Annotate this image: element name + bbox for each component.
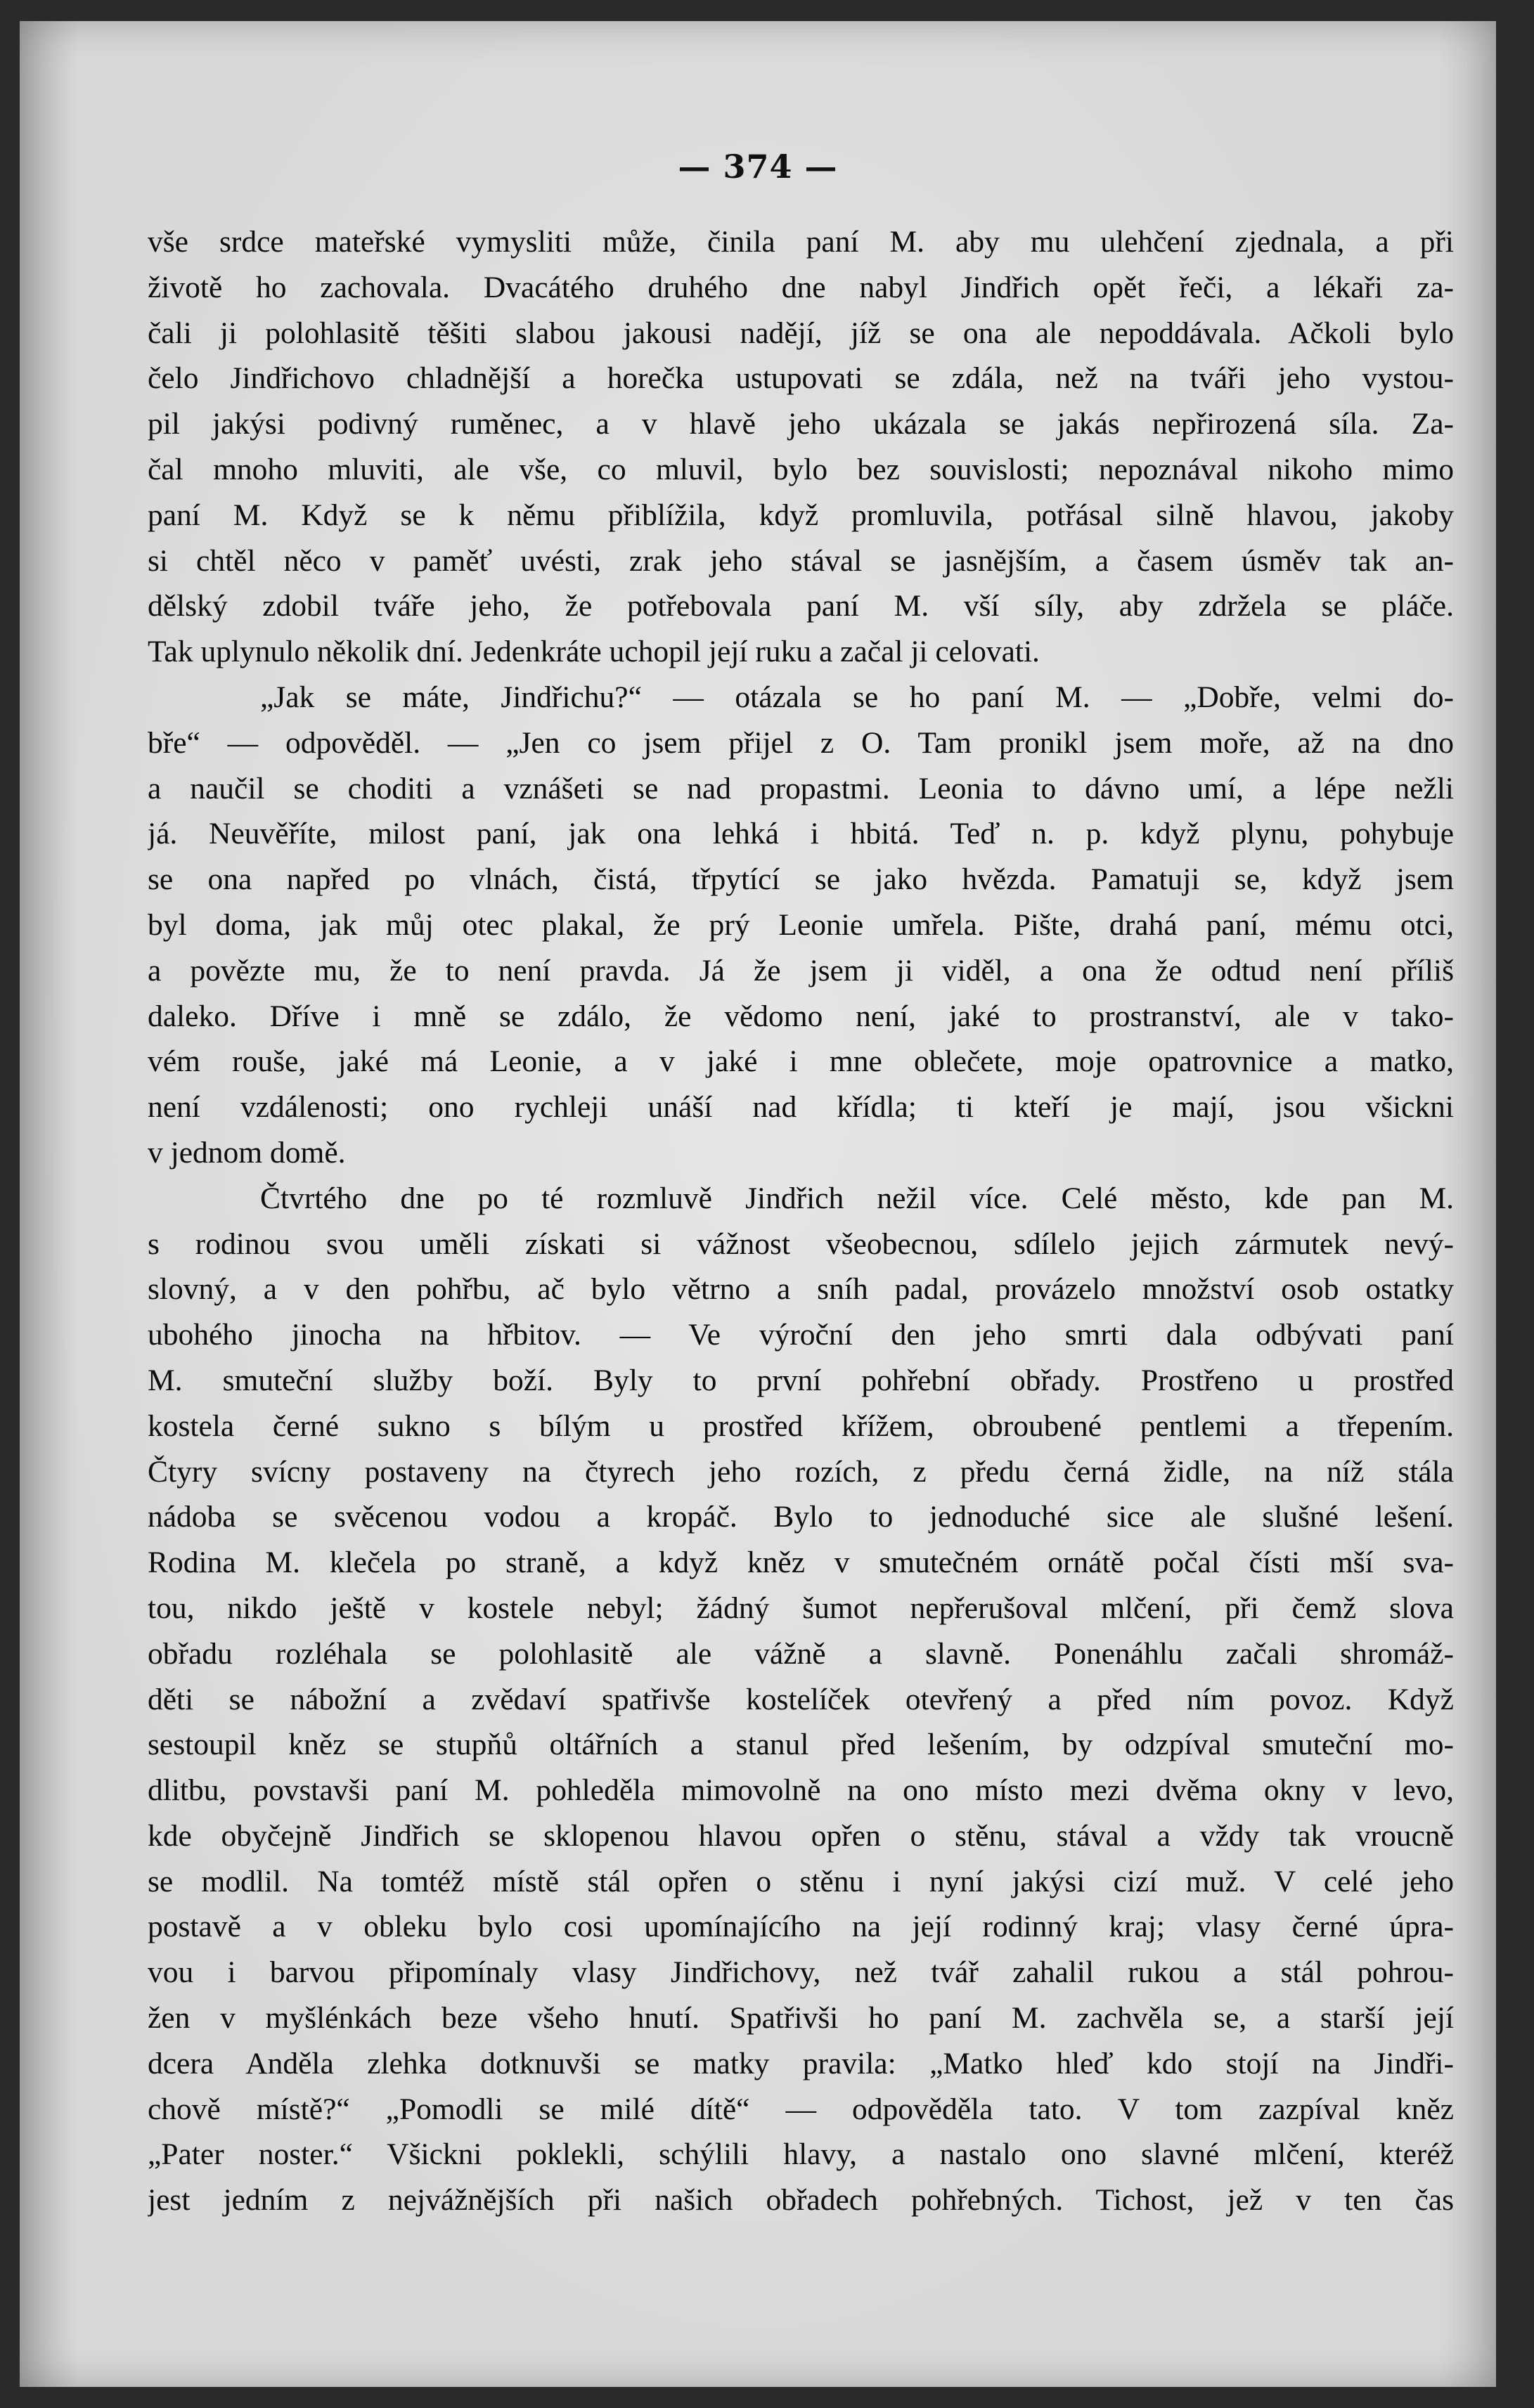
text-line: se ona napřed po vlnách, čistá, třpytící se jako hvězda. Pamatuji se, když jsem (148, 862, 1454, 897)
text-line: žen v myšlénkách beze všeho hnutí. Spatřivši ho paní M. zachvěla se, a starší její (148, 2001, 1454, 2035)
text-line: chově místě?“ „Pomodli se milé dítě“ — odpověděla tato. V tom zazpíval kněz (148, 2092, 1454, 2126)
text-line: s rodinou svou uměli získati si vážnost všeobecnou, sdílelo jejich zármutek nevý- (148, 1226, 1454, 1261)
text-line: já. Neuvěříte, milost paní, jak ona lehká i hbitá. Teď n. p. když plynu, pohybuje (148, 817, 1454, 851)
text-line: dělský zdobil tváře jeho, že potřebovala paní M. vší síly, aby zdržela se pláče. (148, 589, 1454, 623)
page-number: — 374 — (678, 148, 838, 186)
book-page (20, 21, 1496, 2387)
text-line: kde obyčejně Jindřich se sklopenou hlavou opřen o stěnu, stával a vždy tak vroucně (148, 1818, 1454, 1853)
text-line: Čtvrtého dne po té rozmluvě Jindřich nežil více. Celé město, kde pan M. (260, 1181, 1454, 1215)
text-line: čelo Jindřichovo chladnější a horečka ustupovati se zdála, než na tváři jeho vystou- (148, 361, 1454, 396)
text-line: životě ho zachovala. Dvacátého druhého dne nabyl Jindřich opět řeči, a lékaři za- (148, 270, 1454, 304)
text-line: čali ji polohlasitě těšiti slabou jakousi nadějí, jíž se ona ale nepoddávala. Ačkoli bylo (148, 316, 1454, 350)
text-line: bře“ — odpověděl. — „Jen co jsem přijel z O. Tam pronikl jsem moře, až na dno (148, 725, 1454, 760)
text-line: jest jedním z nejvážnějších při našich obřadech pohřebných. Tichost, jež v ten čas (148, 2183, 1454, 2218)
text-line: vše srdce mateřské vymysliti může, činila paní M. aby mu ulehčení zjednala, a při (148, 225, 1454, 259)
text-line: vém rouše, jaké má Leonie, a v jaké i mne oblečete, moje opatrovnice a matko, (148, 1044, 1454, 1079)
text-line: vou i barvou připomínaly vlasy Jindřichovy, než tvář zahalil rukou a stál pohrou- (148, 1955, 1454, 1990)
text-line: dcera Anděla zlehka dotknuvši se matky pravila: „Matko hleď kdo stojí na Jindři- (148, 2046, 1454, 2080)
text-line: se modlil. Na tomtéž místě stál opřen o stěnu i nyní jakýsi cizí muž. V celé jeho (148, 1864, 1454, 1898)
text-line: tou, nikdo ještě v kostele nebyl; žádný šumot nepřerušoval mlčení, při čemž slova (148, 1591, 1454, 1625)
text-line: „Jak se máte, Jindřichu?“ — otázala se ho paní M. — „Dobře, velmi do- (260, 680, 1454, 714)
text-line: ubohého jinocha na hřbitov. — Ve výroční den jeho smrti dala odbývati paní (148, 1318, 1454, 1352)
text-line: a naučil se choditi a vznášeti se nad propastmi. Leonia to dávno umí, a lépe nežli (148, 771, 1454, 805)
text-line: obřadu rozléhala se polohlasitě ale vážně a slavně. Ponenáhlu začali shromáž- (148, 1636, 1454, 1671)
text-line: paní M. Když se k němu přiblížila, když promluvila, potřásal silně hlavou, jakoby (148, 498, 1454, 532)
text-line: Čtyry svícny postaveny na čtyrech jeho rozích, z předu černá židle, na níž stála (148, 1454, 1454, 1489)
text-line: děti se nábožní a zvědaví spatřivše kostelíček otevřený a před ním povoz. Když (148, 1682, 1454, 1716)
text-line: nádoba se svěcenou vodou a kropáč. Bylo to jednoduché sice ale slušné lešení. (148, 1500, 1454, 1534)
text-line: byl doma, jak můj otec plakal, že prý Leonie umřela. Pište, drahá paní, mému otci, (148, 907, 1454, 942)
text-line: není vzdálenosti; ono rychleji unáší nad křídla; ti kteří je mají, jsou všickni (148, 1090, 1454, 1125)
text-line: čal mnoho mluviti, ale vše, co mluvil, bylo bez souvislosti; nepoznával nikoho mimo (148, 452, 1454, 486)
text-line: Rodina M. klečela po straně, a když kněz v smutečném ornátě počal čísti mší sva- (148, 1546, 1454, 1580)
text-line: si chtěl něco v paměť uvésti, zrak jeho stával se jasnějším, a časem úsměv tak an- (148, 543, 1454, 578)
text-line: pil jakýsi podivný ruměnec, a v hlavě jeho ukázala se jakás nepřirozená síla. Za- (148, 407, 1454, 441)
text-line: v jednom domě. (148, 1135, 346, 1170)
text-line: daleko. Dříve i mně se zdálo, že vědomo není, jaké to prostranství, ale v tako- (148, 999, 1454, 1033)
body-text (148, 219, 1454, 2223)
text-line: Tak uplynulo několik dní. Jedenkráte uchopil její ruku a začal ji celovati. (148, 635, 1040, 669)
text-line: postavě a v obleku bylo cosi upomínajícího na její rodinný kraj; vlasy černé úpra- (148, 1910, 1454, 1944)
text-line: dlitbu, povstavši paní M. pohleděla mimovolně na ono místo mezi dvěma okny v levo, (148, 1773, 1454, 1808)
text-line: kostela černé sukno s bílým u prostřed křížem, obroubené pentlemi a třepením. (148, 1409, 1454, 1443)
text-line: „Pater noster.“ Všickni poklekli, schýlili hlavy, a nastalo ono slavné mlčení, kteréž (148, 2137, 1454, 2172)
text-line: sestoupil kněz se stupňů oltářních a stanul před lešením, by odzpíval smuteční mo- (148, 1728, 1454, 1762)
text-line: M. smuteční služby boží. Byly to první pohřební obřady. Prostřeno u prostřed (148, 1363, 1454, 1397)
text-line: slovný, a v den pohřbu, ač bylo větrno a sníh padal, provázelo množství osob ostatky (148, 1272, 1454, 1307)
text-line: a povězte mu, že to není pravda. Já že jsem ji viděl, a ona že odtud není příliš (148, 953, 1454, 988)
